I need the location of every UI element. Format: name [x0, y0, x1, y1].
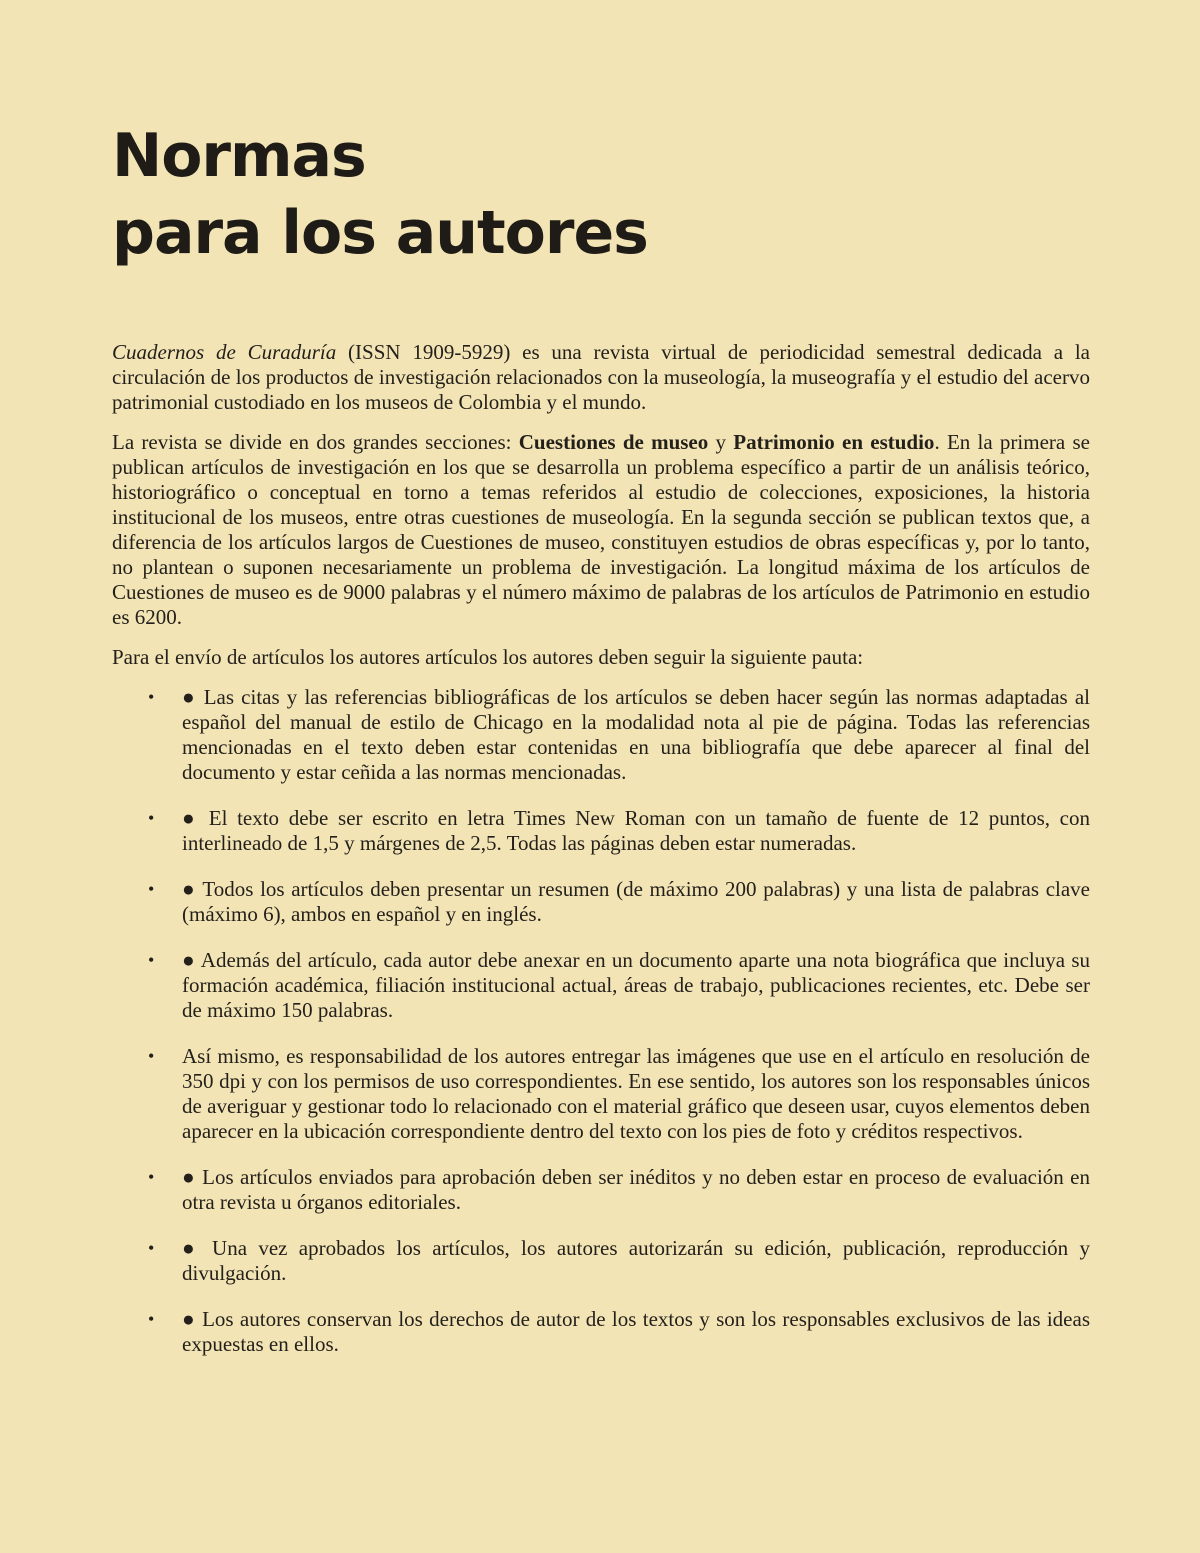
bullet-icon: • [148, 879, 155, 899]
list-item-text: ● Los autores conservan los derechos de autor de los textos y son los responsables exclusivos de las ideas expuestas en ellos. [182, 1307, 1090, 1356]
bullet-icon: • [148, 687, 155, 707]
list-item-text: ● Además del artículo, cada autor debe anexar en un documento aparte una nota biográfica que incluya su formación académica, filiación institucional actual, áreas de trabajo, publicaciones recientes, etc. Debe ser de máximo 150 palabras. [182, 948, 1090, 1022]
page-title [112, 118, 1090, 272]
list-item [112, 1165, 1090, 1215]
list-item [112, 1236, 1090, 1286]
sections-text-2: y [708, 430, 734, 454]
sections-text-3: . En la primera se publican artículos de investigación en los que se desarrolla un problema específico a partir de un análisis teórico, historiográfico o conceptual en torno a temas referidos al estudio de colecciones, exposiciones, la historia institucional de los museos, entre otras cuestiones de museología. En la segunda sección se publican textos que, a diferencia de los artículos largos de Cuestiones de museo, constituyen estudios de obras específicas y, por lo tanto, no plantean o suponen necesariamente un problema de investigación. La longitud máxima de los artículos de Cuestiones de museo es de 9000 palabras y el número máximo de palabras de los artículos de Patrimonio en estudio es 6200. [112, 430, 1090, 629]
section-name-cuestiones: Cuestiones de museo [518, 430, 709, 454]
sections-text-1: La revista se divide en dos grandes secciones: [112, 430, 519, 454]
journal-name: Cuadernos de Curaduría [112, 340, 337, 364]
intro-text: (ISSN 1909-5929) es una revista virtual de periodicidad semestral dedicada a la circulación de los productos de investigación relacionados con la museología, la museografía y el estudio del acervo patrimonial custodiado en los museos de Colombia y el mundo. [112, 340, 1091, 414]
guidelines-intro: Para el envío de artículos los autores artículos los autores deben seguir la siguiente pauta: [112, 645, 864, 669]
list-item-text: ● Una vez aprobados los artículos, los autores autorizarán su edición, publicación, reproducción y divulgación. [182, 1236, 1090, 1285]
page-title-line-2: para los autores [112, 198, 648, 268]
list-item-text: ● Los artículos enviados para aprobación deben ser inéditos y no deben estar en proceso de evaluación en otra revista u órganos editoriales. [182, 1165, 1090, 1214]
bullet-icon: • [148, 950, 155, 970]
list-item-text: ● Todos los artículos deben presentar un resumen (de máximo 200 palabras) y una lista de palabras clave (máximo 6), ambos en español y en inglés. [182, 877, 1090, 926]
list-item-text: Así mismo, es responsabilidad de los autores entregar las imágenes que use en el artículo en resolución de 350 dpi y con los permisos de uso correspondientes. En ese sentido, los autores son los responsables únicos de averiguar y gestionar todo lo relacionado con el material gráfico que deseen usar, cuyos elementos deben aparecer en la ubicación correspondiente dentro del texto con los pies de foto y créditos respectivos. [182, 1044, 1090, 1143]
bullet-icon: • [148, 1238, 155, 1258]
list-item [112, 1044, 1090, 1144]
list-item [112, 1307, 1090, 1357]
list-item [112, 685, 1090, 785]
bullet-icon: • [148, 1309, 155, 1329]
intro-paragraph [112, 340, 1090, 415]
page-content [112, 118, 1090, 1378]
list-item [112, 806, 1090, 856]
document-body [112, 340, 1090, 1357]
bullet-icon: • [148, 808, 155, 828]
list-item [112, 877, 1090, 927]
list-item-text: ● Las citas y las referencias bibliográficas de los artículos se deben hacer según las normas adaptadas al español del manual de estilo de Chicago en la modalidad nota al pie de página. Todas las referencias mencionadas en el texto deben estar contenidas en una bibliografía que debe aparecer al final del documento y estar ceñida a las normas mencionadas. [182, 685, 1090, 784]
sections-paragraph [112, 430, 1090, 630]
page-title-line-1: Normas [112, 121, 366, 191]
guidelines-list [112, 685, 1090, 1357]
bullet-icon: • [148, 1046, 155, 1066]
section-name-patrimonio: Patrimonio en estudio [733, 430, 935, 454]
bullet-icon: • [148, 1167, 155, 1187]
list-item [112, 948, 1090, 1023]
list-item-text: ● El texto debe ser escrito en letra Times New Roman con un tamaño de fuente de 12 puntos, con interlineado de 1,5 y márgenes de 2,5. Todas las páginas deben estar numeradas. [182, 806, 1090, 855]
